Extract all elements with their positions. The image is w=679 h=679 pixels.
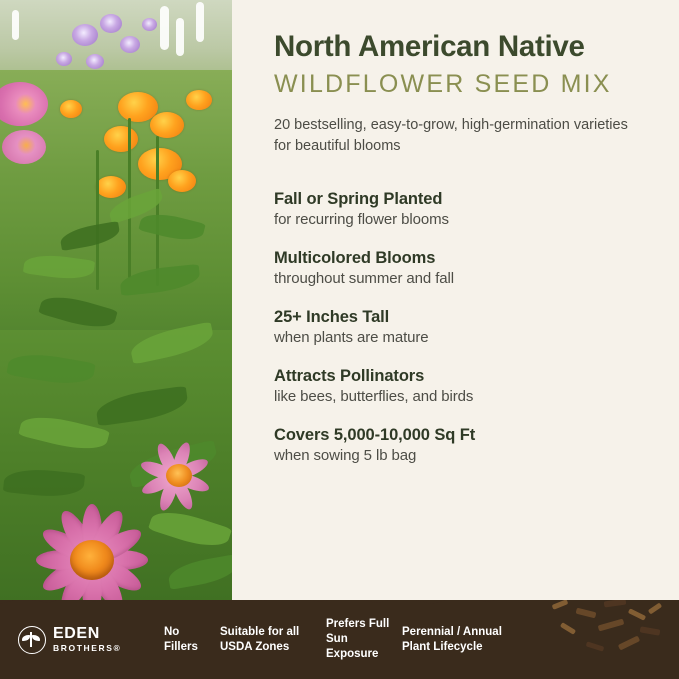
feature-description: when plants are mature: [274, 329, 429, 347]
brand-name-primary: EDEN: [53, 625, 100, 643]
badge-line-1: Perennial / Annual: [402, 625, 502, 638]
badge-line-2: Sun Exposure: [326, 633, 379, 660]
feature-list: [232, 190, 679, 464]
foreground-coneflower: [18, 500, 178, 612]
plant-stem: [96, 150, 99, 290]
orange-milkweed-cluster: [96, 176, 126, 198]
product-description: 20 bestselling, easy-to-grow, high-germination varieties for beautiful blooms: [274, 116, 628, 154]
status-badge: [164, 625, 220, 655]
orange-milkweed-cluster: [60, 100, 82, 118]
feature-item: [274, 190, 649, 228]
white-flower-spike: [160, 6, 169, 50]
feature-item: [274, 249, 649, 287]
feature-title: Fall or Spring Planted: [274, 190, 443, 209]
feature-item: [274, 308, 649, 346]
feature-item: [274, 426, 649, 464]
purple-aster-bloom: [100, 14, 122, 33]
feature-title: 25+ Inches Tall: [274, 308, 390, 327]
status-badge: [220, 625, 326, 655]
page-title: North American Native: [274, 30, 585, 63]
plant-stem: [156, 136, 159, 286]
wildflower-meadow-photo: [0, 0, 232, 612]
white-flower-spike: [12, 10, 19, 40]
footer-bar: [0, 600, 679, 679]
purple-aster-bloom: [56, 52, 72, 66]
badge-line-2: Fillers: [164, 640, 198, 653]
badge-line-1: Prefers Full: [326, 618, 390, 631]
feature-description: throughout summer and fall: [274, 270, 455, 288]
feature-description: when sowing 5 lb bag: [274, 447, 417, 465]
coneflower-center: [70, 540, 114, 580]
badge-line-2: Plant Lifecycle: [402, 640, 483, 653]
brand-name-secondary: BROTHERS®: [53, 643, 122, 654]
brand-text: [53, 626, 121, 653]
feature-description: like bees, butterflies, and birds: [274, 388, 474, 406]
white-flower-spike: [176, 18, 184, 56]
page-subtitle: WILDFLOWER SEED MIX: [274, 69, 612, 98]
white-flower-spike: [196, 2, 204, 42]
footer-badge-list: [146, 617, 679, 662]
badge-line-2: USDA Zones: [220, 640, 290, 653]
pink-coneflower-bloom: [2, 130, 46, 164]
brand-logo[interactable]: [18, 626, 146, 654]
orange-milkweed-cluster: [104, 126, 138, 152]
feature-title: Covers 5,000-10,000 Sq Ft: [274, 426, 476, 445]
product-details-panel: [232, 0, 679, 612]
feature-title: Multicolored Blooms: [274, 249, 436, 268]
feature-title: Attracts Pollinators: [274, 367, 425, 386]
sprout-leaf: [22, 635, 30, 641]
purple-aster-bloom: [142, 18, 157, 31]
foreground-coneflower-small: [130, 430, 226, 516]
badge-line-1: No: [164, 625, 180, 638]
orange-milkweed-cluster: [186, 90, 212, 110]
orange-milkweed-cluster: [150, 112, 184, 138]
title-block: [232, 0, 679, 156]
badge-line-1: Suitable for all: [220, 625, 300, 638]
coneflower-center: [166, 464, 192, 487]
feature-description: for recurring flower blooms: [274, 211, 449, 229]
feature-item: [274, 367, 649, 405]
orange-milkweed-cluster: [168, 170, 196, 192]
status-badge: [402, 625, 522, 655]
status-badge: [326, 617, 402, 662]
purple-aster-bloom: [120, 36, 140, 53]
sprout-leaf: [32, 635, 40, 641]
footer-content: [0, 600, 679, 679]
purple-aster-bloom: [72, 24, 98, 46]
seedling-icon: [18, 626, 46, 654]
purple-aster-bloom: [86, 54, 104, 69]
